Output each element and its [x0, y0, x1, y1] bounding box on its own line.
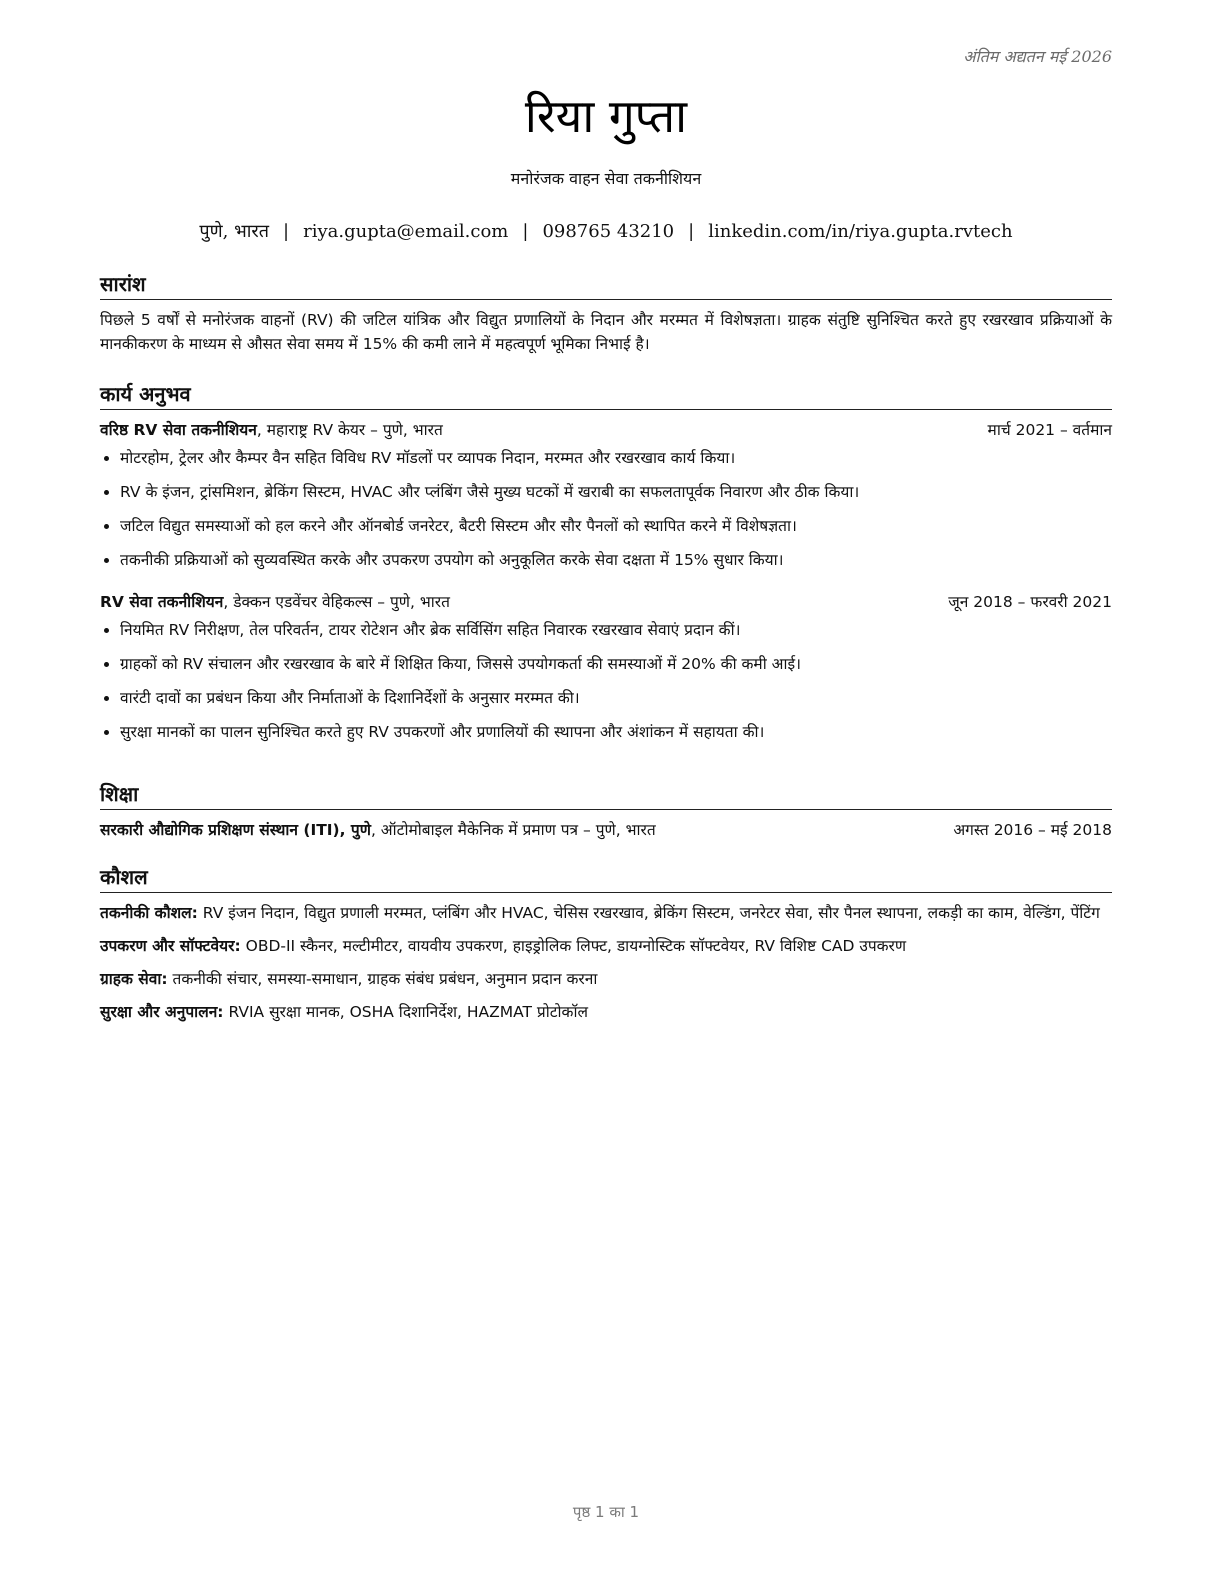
education-detail: , ऑटोमोबाइल मैकेनिक में प्रमाण पत्र – पुणे, भारत: [370, 821, 656, 839]
page-number: पृष्ठ 1 का 1: [572, 1503, 640, 1521]
skill-label: सुरक्षा और अनुपालन:: [100, 1003, 224, 1021]
job-header: [100, 418, 1112, 442]
section-heading: कौशल: [100, 863, 1112, 893]
skill-line: [100, 1000, 1112, 1024]
bullet-item: • सुरक्षा मानकों का पालन सुनिश्चित करते हुए RV उपकरणों और प्रणालियों की स्थापना और अंशांकन में सहायता की।: [120, 720, 1112, 744]
skill-line: [100, 934, 1112, 958]
skill-label: ग्राहक सेवा:: [100, 970, 168, 988]
bullet-item: • मोटरहोम, ट्रेलर और कैम्पर वैन सहित विविध RV मॉडलों पर व्यापक निदान, मरम्मत और रखरखाव कार्य किया।: [120, 446, 1112, 470]
contact-location: पुणे, भारत: [199, 221, 270, 242]
skill-label: उपकरण और सॉफ्टवेयर:: [100, 937, 241, 955]
job-role: RV सेवा तकनीशियन: [100, 593, 224, 611]
last-updated: अंतिम अद्यतन मई 2026: [963, 47, 1112, 66]
skills-section: [100, 863, 1112, 1033]
job-title: मनोरंजक वाहन सेवा तकनीशियन: [510, 169, 702, 188]
bullet-item: • वारंटी दावों का प्रबंधन किया और निर्माताओं के दिशानिर्देशों के अनुसार मरम्मत की।: [120, 686, 1112, 710]
job-header: [100, 590, 1112, 614]
education-institution: सरकारी औद्योगिक प्रशिक्षण संस्थान (ITI), पुणे: [100, 821, 371, 839]
contact-separator: |: [688, 221, 695, 242]
education-dates: अगस्त 2016 – मई 2018: [953, 821, 1112, 839]
bullet-item: • ग्राहकों को RV संचालन और रखरखाव के बारे में शिक्षित किया, जिससे उपयोगकर्ता की समस्याओं में 20% की कमी आई।: [120, 652, 1112, 676]
education-section: [100, 780, 1112, 842]
bullet-item: • नियमित RV निरीक्षण, तेल परिवर्तन, टायर रोटेशन और ब्रेक सर्विसिंग सहित निवारक रखरखाव सेवाएं प्रदान कीं।: [120, 618, 1112, 642]
contact-email[interactable]: riya.gupta@email.com: [303, 221, 509, 242]
summary-section: [100, 270, 1112, 356]
summary-text: पिछले 5 वर्षों से मनोरंजक वाहनों (RV) की जटिल यांत्रिक और विद्युत प्रणालियों के निदान और मरम्मत में विशेषज्ञता। ग्राहक संतुष्टि सुनिश्चित करते हुए रखरखाव प्रक्रियाओं के मानकीकरण के माध्यम से औसत सेवा समय में 15% की कमी लाने में महत्वपूर्ण भूमिका निभाई है।: [100, 311, 1112, 353]
job-org: , डेक्कन एडवेंचर वेहिकल्स – पुणे, भारत: [223, 593, 450, 611]
contact-linkedin[interactable]: linkedin.com/in/riya.gupta.rvtech: [708, 221, 1013, 242]
job-role: वरिष्ठ RV सेवा तकनीशियन: [100, 421, 257, 439]
job-dates: मार्च 2021 – वर्तमान: [987, 421, 1112, 439]
contact-separator: |: [283, 221, 290, 242]
skill-line: [100, 967, 1112, 991]
bullet-item: • तकनीकी प्रक्रियाओं को सुव्यवस्थित करके और उपकरण उपयोग को अनुकूलित करके सेवा दक्षता में 15% सुधार किया।: [120, 548, 1112, 572]
skill-value: OBD-II स्कैनर, मल्टीमीटर, वायवीय उपकरण, हाइड्रोलिक लिफ्ट, डायग्नोस्टिक सॉफ्टवेयर, RV विशिष्ट CAD उपकरण: [240, 937, 907, 955]
contact-line: [100, 220, 1112, 244]
job-org: , महाराष्ट्र RV केयर – पुणे, भारत: [256, 421, 443, 439]
section-heading: शिक्षा: [100, 780, 1112, 810]
skill-value: RVIA सुरक्षा मानक, OSHA दिशानिर्देश, HAZMAT प्रोटोकॉल: [223, 1003, 588, 1021]
skill-line: [100, 901, 1112, 925]
bullet-item: • RV के इंजन, ट्रांसमिशन, ब्रेकिंग सिस्टम, HVAC और प्लंबिंग जैसे मुख्य घटकों में खराबी का सफलतापूर्वक निवारण और ठीक किया।: [120, 480, 1112, 504]
section-heading: कार्य अनुभव: [100, 380, 1112, 410]
education-entry: [100, 818, 1112, 842]
skill-label: तकनीकी कौशल:: [100, 904, 198, 922]
skill-value: RV इंजन निदान, विद्युत प्रणाली मरम्मत, प्लंबिंग और HVAC, चेसिस रखरखाव, ब्रेकिंग सिस्टम, जनरेटर सेवा, सौर पैनल स्थापना, लकड़ी का काम, वेल्डिंग, पेंटिंग: [197, 904, 1100, 922]
contact-separator: |: [522, 221, 529, 242]
resume-page: [100, 0, 1112, 1584]
job-bullets: [100, 618, 1112, 744]
candidate-name: रिया गुप्ता: [524, 89, 688, 143]
job-entry: [100, 590, 1112, 744]
job-dates: जून 2018 – फरवरी 2021: [948, 593, 1112, 611]
skill-value: तकनीकी संचार, समस्या-समाधान, ग्राहक संबंध प्रबंधन, अनुमान प्रदान करना: [167, 970, 598, 988]
job-bullets: [100, 446, 1112, 572]
bullet-item: • जटिल विद्युत समस्याओं को हल करने और ऑनबोर्ड जनरेटर, बैटरी सिस्टम और सौर पैनलों को स्थापित करने में विशेषज्ञता।: [120, 514, 1112, 538]
section-heading: सारांश: [100, 270, 1112, 300]
experience-section: [100, 380, 1112, 754]
job-entry: [100, 418, 1112, 572]
contact-phone[interactable]: 098765 43210: [542, 221, 675, 242]
